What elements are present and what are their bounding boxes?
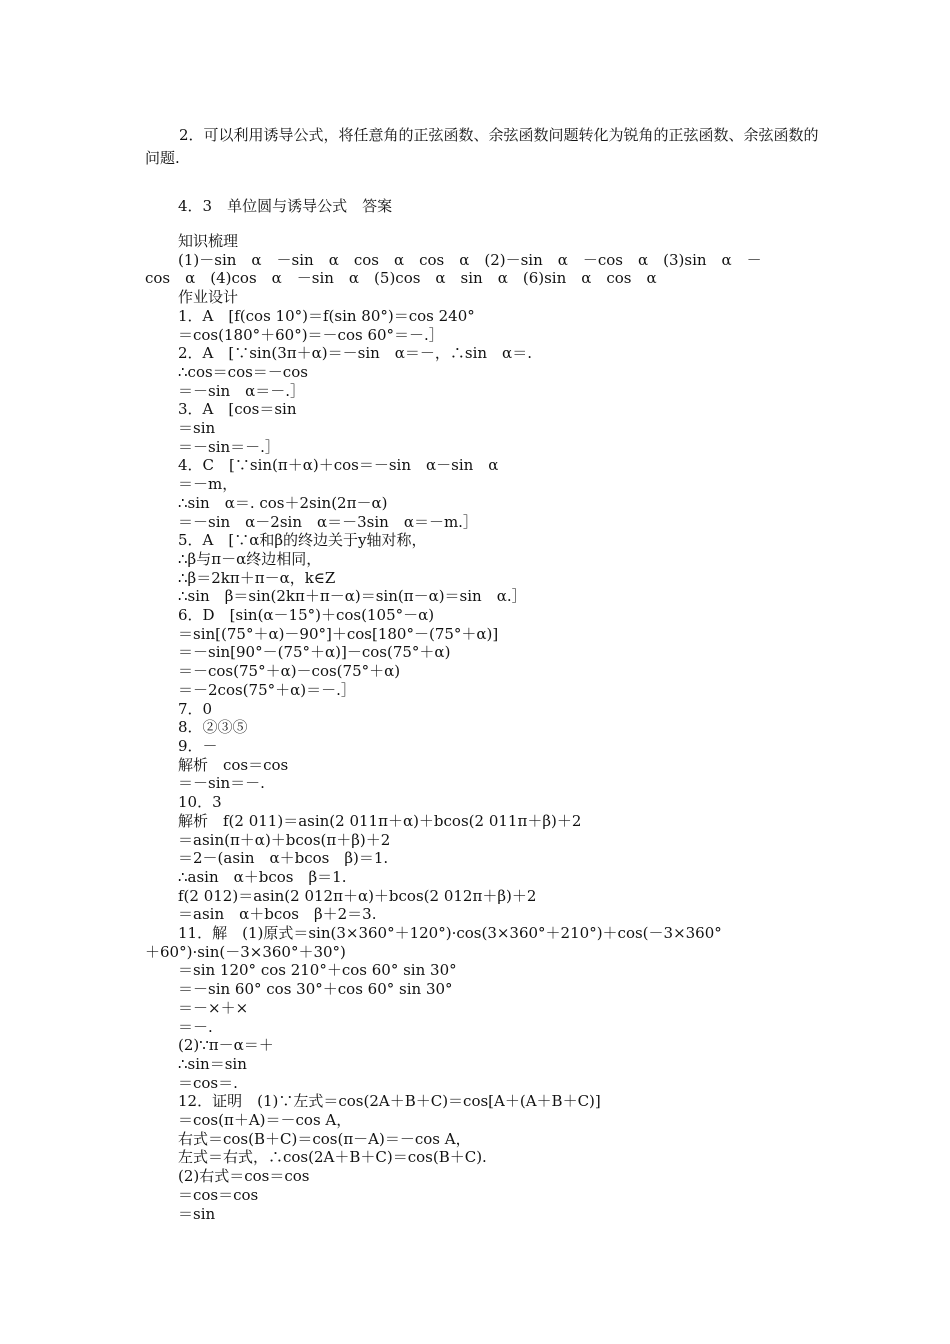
answer-line: ＝－×＋× xyxy=(178,998,249,1017)
answer-line: ＝cos(180°＋60°)＝－cos 60°＝－.］ xyxy=(178,325,444,344)
answer-line: 3．A [cos＝sin xyxy=(178,400,297,419)
answer-line: 解析 cos＝cos xyxy=(178,755,289,774)
section-heading: 4．3 单位圆与诱导公式 答案 xyxy=(178,197,393,215)
answer-line: ＝asin(π＋α)＋bcos(π＋β)＋2 xyxy=(178,830,391,849)
answer-line: ∴sin＝sin xyxy=(178,1054,247,1073)
answer-line: 左式＝右式，∴cos(2A＋B＋C)＝cos(B＋C). xyxy=(178,1148,487,1167)
answer-line: ∴cos＝cos＝－cos xyxy=(178,362,308,381)
answer-line: (1)－sin α －sin α cos α cos α (2)－sin α －cos α (3)sin α － xyxy=(178,250,762,269)
answer-line: 右式＝cos(B＋C)＝cos(π－A)＝－cos A， xyxy=(178,1129,471,1148)
answer-line: ＝cos＝cos xyxy=(178,1185,259,1204)
answer-line: ＝2－(asin α＋bcos β)＝1. xyxy=(178,849,389,868)
answer-line: (2)∵π－α＝＋ xyxy=(178,1036,274,1055)
answer-line: ∴sin β＝sin(2kπ＋π－α)＝sin(π－α)＝sin α.］ xyxy=(178,587,527,606)
answer-line: 2．A [∵sin(3π＋α)＝－sin α＝－，∴sin α＝. xyxy=(178,344,532,363)
answer-line: 4．C [∵sin(π＋α)＋cos＝－sin α－sin α xyxy=(178,456,499,475)
answer-line: 9．－ xyxy=(178,736,218,755)
answer-line: 作业设计 xyxy=(178,288,239,307)
answer-line: ＝sin[(75°＋α)－90°]＋cos[180°－(75°＋α)] xyxy=(178,624,499,643)
answer-line: f(2 012)＝asin(2 012π＋α)＋bcos(2 012π＋β)＋2 xyxy=(178,886,537,905)
answer-line: 知识梳理 xyxy=(178,232,239,250)
answer-line: ∴β＝2kπ＋π－α，k∈Z xyxy=(178,568,336,587)
answer-line: (2)右式＝cos＝cos xyxy=(178,1167,310,1186)
answer-line: 11．解 (1)原式＝sin(3×360°＋120°)·cos(3×360°＋210°)＋cos(－3×360° xyxy=(178,924,722,943)
answer-line: ＝－2cos(75°＋α)＝－.］ xyxy=(178,680,356,699)
answer-line: ＝asin α＋bcos β＋2＝3. xyxy=(178,905,377,924)
answer-line: ＝－cos(75°＋α)－cos(75°＋α) xyxy=(178,662,401,681)
answer-line: ＝sin 120° cos 210°＋cos 60° sin 30° xyxy=(178,961,457,980)
answer-line: ∴asin α＋bcos β＝1. xyxy=(178,867,347,886)
answer-line: 8．②③⑤ xyxy=(178,718,248,737)
answer-body xyxy=(145,232,825,1223)
answer-line: 10．3 xyxy=(178,793,222,812)
answer-line: ＝－. xyxy=(178,1017,213,1036)
intro-text: 2．可以利用诱导公式，将任意角的正弦函数、余弦函数问题转化为锐角的正弦函数、余弦函数的问题. xyxy=(145,126,819,167)
answer-line: ＝－sin α－2sin α＝－3sin α＝－m.］ xyxy=(178,512,478,531)
answer-line: 7．0 xyxy=(178,699,213,718)
answer-line: ＋60°)·sin(－3×360°＋30°) xyxy=(145,942,346,961)
answer-line: 5．A [∵α和β的终边关于y轴对称， xyxy=(178,531,427,550)
answer-line: ＝－sin＝－. xyxy=(178,774,265,793)
answer-line: ＝－sin α＝－.］ xyxy=(178,381,306,400)
intro-paragraph xyxy=(145,124,825,170)
answer-line: 1．A [f(cos 10°)＝f(sin 80°)＝cos 240° xyxy=(178,306,475,325)
answer-line: ＝cos(π＋A)＝－cos A， xyxy=(178,1111,352,1130)
answer-line: ＝－m， xyxy=(178,475,238,494)
answer-line: ∴sin α＝. cos＋2sin(2π－α) xyxy=(178,493,388,512)
answer-line: 解析 f(2 011)＝asin(2 011π＋α)＋bcos(2 011π＋β)＋2 xyxy=(178,811,582,830)
answer-line: 12．证明 (1)∵左式＝cos(2A＋B＋C)＝cos[A＋(A＋B＋C)] xyxy=(178,1092,601,1111)
answer-line: ＝cos＝. xyxy=(178,1073,238,1092)
answer-line: ＝－sin[90°－(75°＋α)]－cos(75°＋α) xyxy=(178,643,451,662)
answer-line: ∴β与π－α终边相同， xyxy=(178,549,322,568)
answer-line: ＝－sin＝－.］ xyxy=(178,437,280,456)
answer-line: ＝sin xyxy=(178,1204,216,1223)
answer-line: 6．D [sin(α－15°)＋cos(105°－α) xyxy=(178,606,435,625)
answer-line: ＝sin xyxy=(178,419,216,438)
answer-line: cos α (4)cos α －sin α (5)cos α sin α (6)sin α cos α xyxy=(145,269,657,288)
answer-line: ＝－sin 60° cos 30°＋cos 60° sin 30° xyxy=(178,980,453,999)
